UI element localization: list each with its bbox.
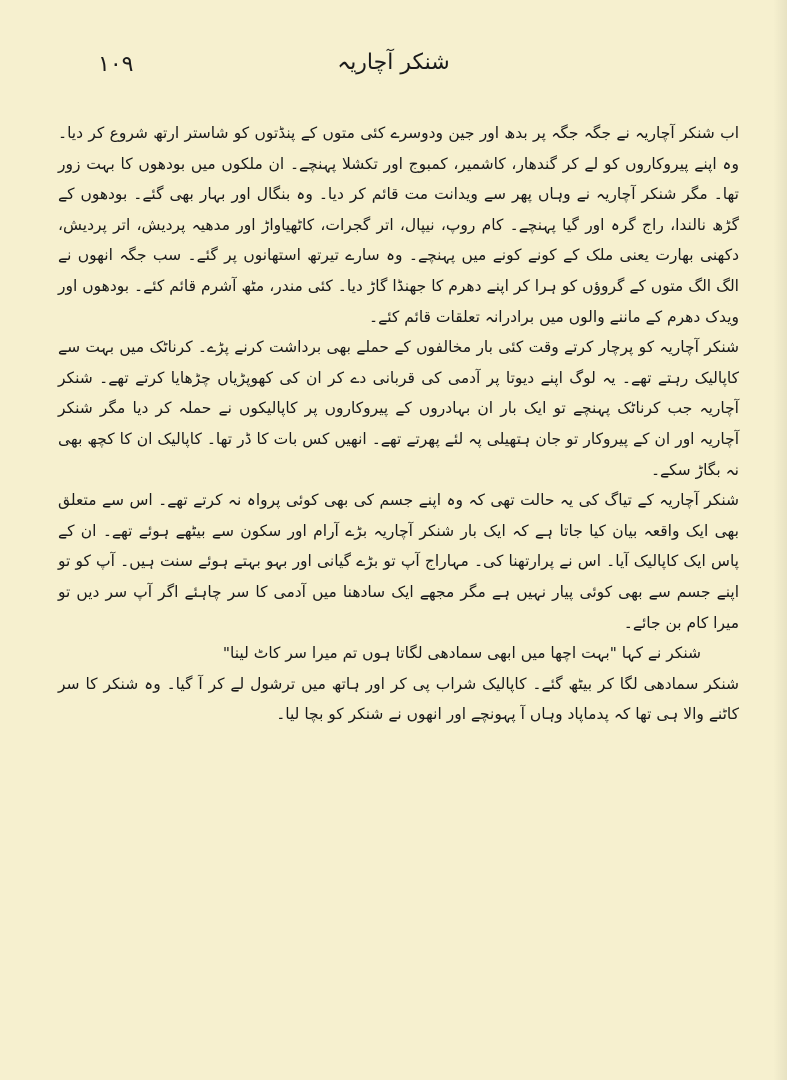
paragraph: اب شنکر آچاریہ نے جگہ جگہ پر بدھ اور جین ودوسرے کئی متوں کے پنڈتوں کو شاستر ارتھ شروع کر دیا۔ وہ اپنے پیروکاروں کو لے کر گندھار، کاشمیر، کمبوج اور تکشلا پہنچے۔ ان ملکوں میں بودھوں کا بہت زور تھا۔ مگر شنکر آچاریہ نے وہاں پھر سے ویدانت مت قائم کر دیا۔ وہ بنگال اور بہار بھی گئے۔ بودھوں کے گڑھ نالندا، راج گرہ اور گیا پہنچے۔ کام روپ، نیپال، اتر گجرات، کاٹھیاواڑ اور مدھیہ پردیش، اتر پردیش، دکھنی بھارت یعنی ملک کے کونے کونے میں پہنچے۔ وہ سارے تیرتھ استھانوں پر گئے۔ سب جگہ انھوں نے الگ الگ متوں کے گروؤں کو ہرا کر اپنے دھرم کا جھنڈا گاڑ دیا۔ کئی مندر، مٹھ آشرم قائم کئے۔ بودھوں اور ویدک دھرم کے ماننے والوں میں برادرانہ تعلقات قائم کئے۔ <box>58 124 739 326</box>
page-number: ۱۰۹ <box>98 52 134 77</box>
bottom-margin <box>0 1010 787 1080</box>
quote-paragraph: شنکر نے کہا "بہت اچھا میں ابھی سمادھی لگاتا ہوں تم میرا سر کاٹ لینا" <box>222 644 701 663</box>
paragraph: شنکر آچاریہ کو پرچار کرتے وقت کئی بار مخالفوں کے حملے بھی برداشت کرنے پڑے۔ کرناٹک میں بہت سے کاپالیک رہتے تھے۔ یہ لوگ اپنے دیوتا پر آدمی کی قربانی دے کر ان کی کھوپڑیاں چڑھایا کرتے تھے۔ شنکر آچاریہ جب کرناٹک پہنچے تو ایک بار ان بہادروں کے پیروکاروں پر کاپالیکوں نے حملہ کر دیا مگر شنکر آچاریہ اور ان کے پیروکار تو جان ہتھیلی پہ لئے پھرتے تھے۔ انھیں کس بات کا ڈر تھا۔ کاپالیک ان کا کچھ بھی نہ بگاڑ سکے۔ <box>58 338 739 479</box>
paragraph: شنکر آچاریہ کے تیاگ کی یہ حالت تھی کہ وہ اپنے جسم کی بھی کوئی پرواہ نہ کرتے تھے۔ اس سے متعلق بھی ایک واقعہ بیان کیا جاتا ہے کہ ایک بار شنکر آچاریہ بڑے آرام اور سکون سے بیٹھے ہوئے تھے۔ ان کے پاس ایک کاپالیک آیا۔ اس نے پرارتھنا کی۔ مہاراج آپ تو بڑے گیانی اور بہو بہتے ہوئے سنت ہیں۔ آپ کو تو اپنے جسم سے بھی کوئی پیار نہیں ہے مگر مجھے ایک سادھنا میں آدمی کا سر چاہئے اگر آپ سر دیں تو میرا کام بن جائے۔ <box>58 491 739 632</box>
body-text <box>58 118 739 730</box>
running-title: شنکر آچاریہ <box>337 50 450 75</box>
page-header <box>80 52 707 92</box>
page-edge-shadow <box>773 0 787 1080</box>
paragraph: شنکر سمادھی لگا کر بیٹھ گئے۔ کاپالیک شراب پی کر اور ہاتھ میں ترشول لے کر آ گیا۔ وہ شنکر کا سر کاٹنے والا ہی تھا کہ پدماپاد وہاں آ پہونچے اور انھوں نے شنکر کو بچا لیا۔ <box>58 674 739 724</box>
